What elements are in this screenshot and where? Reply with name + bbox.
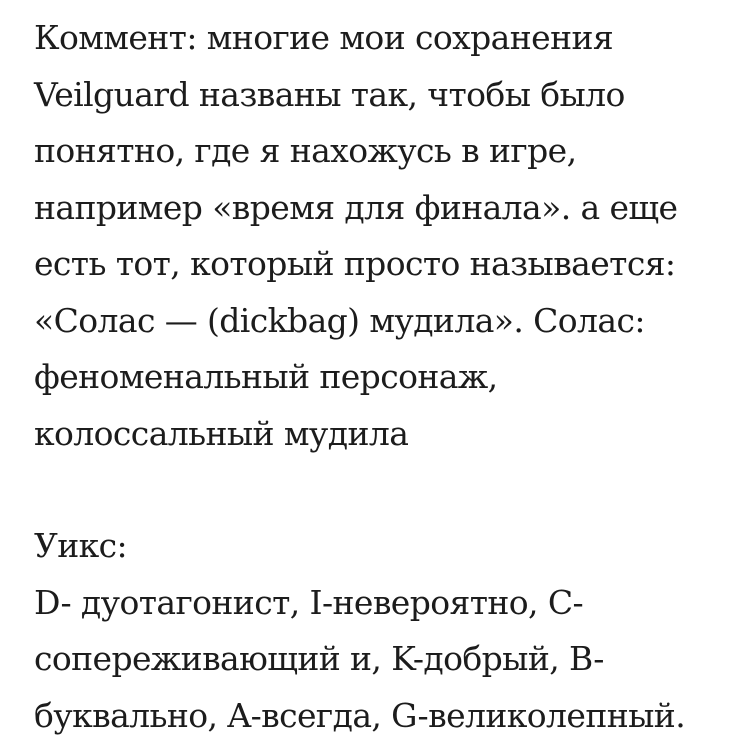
text-line: «Солас — (dickbag) мудила». Солас: <box>34 300 645 340</box>
text-line: Уикс: <box>34 526 128 565</box>
post-text <box>34 0 734 744</box>
text-line: буквально, A-всегда, G-великолепный. <box>34 695 686 735</box>
text-line: например «время для финала». а еще <box>34 187 678 227</box>
text-line: D- дуотагонист, I-невероятно, C- <box>34 582 584 622</box>
text-line: феноменальный персонаж, <box>34 357 498 396</box>
text-line: сопереживающий и, K-добрый, B- <box>34 639 604 678</box>
acronym-paragraph <box>34 518 734 744</box>
text-line: есть тот, который просто называется: <box>34 244 676 283</box>
comment-paragraph <box>34 10 734 462</box>
text-line: Veilguard названы так, чтобы было <box>34 74 625 114</box>
text-line: Коммент: многие мои сохранения <box>34 18 614 57</box>
text-line: понятно, где я нахожусь в игре, <box>34 131 577 170</box>
text-line: колоссальный мудила <box>34 413 409 453</box>
